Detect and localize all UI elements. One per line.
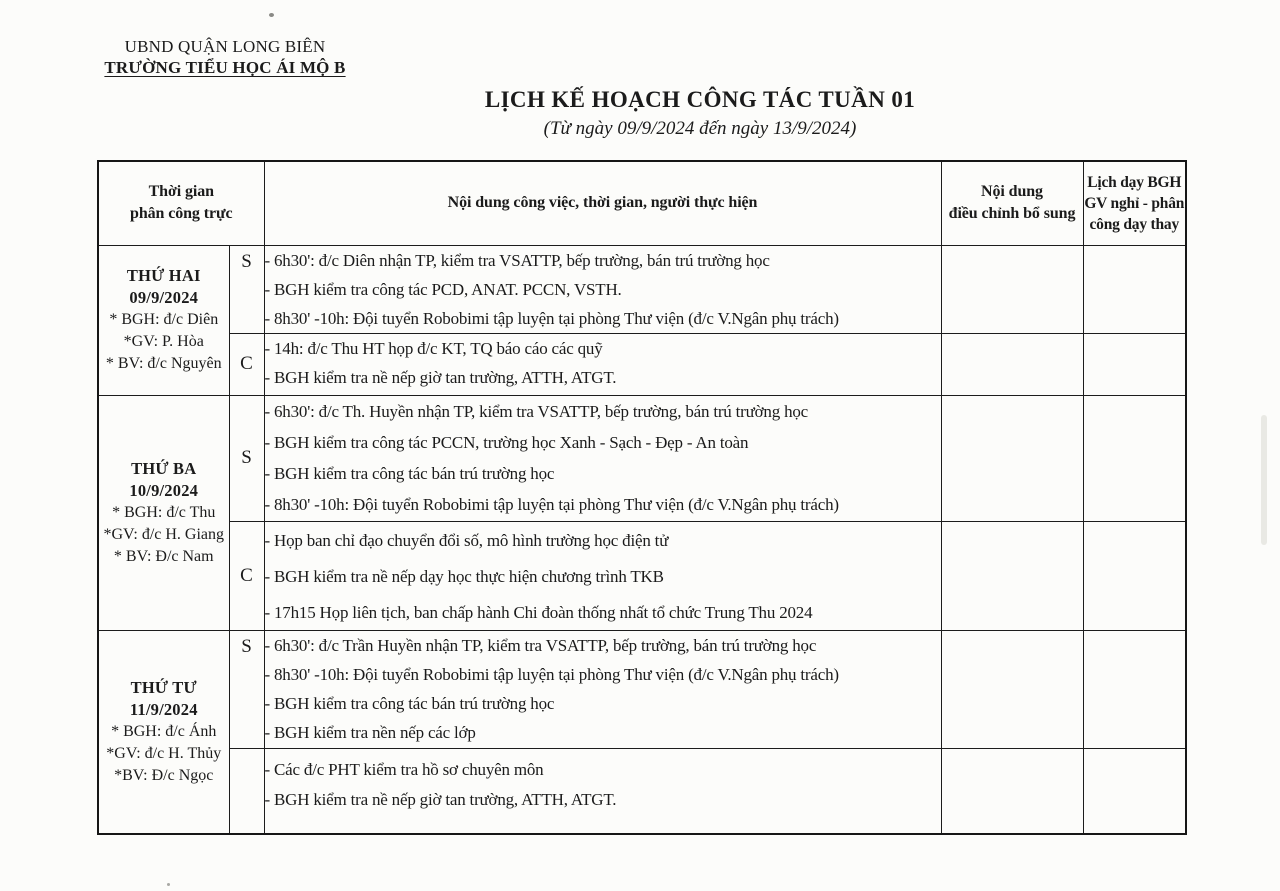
adjust-cell-empty (941, 333, 1083, 395)
title-block (120, 86, 1280, 141)
task-line: - BGH kiểm tra nề nếp giờ tan trường, ATTH, ATGT. (264, 789, 617, 809)
teach-cell-empty (1083, 245, 1186, 333)
task-line: - 8h30' -10h: Đội tuyển Robobimi tập luyện tại phòng Thư viện (đ/c V.Ngân phụ trách) (264, 664, 839, 684)
document-title: LỊCH KẾ HOẠCH CÔNG TÁC TUẦN 01 (484, 87, 916, 112)
day-name: THỨ HAI (126, 266, 201, 285)
staff-bv: * BV: đ/c Nguyên (105, 355, 222, 372)
task-line: - 8h30' -10h: Đội tuyển Robobimi tập luyện tại phòng Thư viện (đ/c V.Ngân phụ trách) (264, 494, 839, 514)
teach-cell-empty (1083, 630, 1186, 748)
day-cell-monday (98, 245, 229, 395)
tasks-monday-morning (264, 245, 941, 333)
staff-gv: *GV: đ/c H. Thủy (106, 744, 222, 762)
tasks-tuesday-morning (264, 395, 941, 521)
staff-bv: *BV: Đ/c Ngọc (114, 766, 214, 784)
school-name: TRƯỜNG TIỂU HỌC ÁI MỘ B (104, 58, 346, 77)
session-label-morning: S (229, 245, 264, 333)
staff-bv: * BV: Đ/c Nam (113, 547, 214, 565)
row-tuesday-afternoon (98, 521, 1186, 630)
day-name: THỨ TƯ (130, 677, 197, 697)
task-line: - 17h15 Họp liên tịch, ban chấp hành Chi đoàn thống nhất tổ chức Trung Thu 2024 (264, 602, 813, 622)
task-line: - BGH kiểm tra công tác PCD, ANAT. PCCN, VSTH. (264, 279, 622, 299)
table-header-row (98, 161, 1186, 245)
session-label-morning: S (229, 395, 264, 521)
task-line: - 6h30': đ/c Th. Huyền nhận TP, kiểm tra VSATTP, bếp trường, bán trú trường học (264, 401, 809, 421)
scan-speck (269, 13, 274, 17)
row-monday-morning (98, 245, 1186, 333)
adjust-cell-empty (941, 395, 1083, 521)
adjust-cell-empty (941, 748, 1083, 834)
adjust-cell-empty (941, 521, 1083, 630)
session-label-afternoon: C (229, 521, 264, 630)
task-line: - BGH kiểm tra công tác bán trú trường học (264, 693, 555, 713)
task-line: - BGH kiểm tra nề nếp dạy học thực hiện chương trình TKB (264, 566, 664, 586)
adjust-cell-empty (941, 245, 1083, 333)
staff-bgh: * BGH: đ/c Diên (109, 311, 219, 328)
scan-speck (167, 883, 170, 886)
row-monday-afternoon (98, 333, 1186, 395)
day-name: THỨ BA (131, 458, 197, 478)
row-tuesday-morning (98, 395, 1186, 521)
task-line: - BGH kiểm tra công tác PCCN, trường học Xanh - Sạch - Đẹp - An toàn (264, 432, 749, 452)
staff-gv: *GV: đ/c H. Giang (103, 525, 225, 543)
scan-edge-artifact (1261, 415, 1267, 545)
task-line: - 6h30': đ/c Trần Huyền nhận TP, kiểm tra VSATTP, bếp trường, bán trú trường học (264, 635, 817, 655)
document-subtitle: (Từ ngày 09/9/2024 đến ngày 13/9/2024) (543, 118, 857, 139)
header-time-col: Thời gian phân công trực (98, 161, 264, 245)
header-adjust-col: Nội dung điều chỉnh bổ sung (941, 161, 1083, 245)
header-teach-col: Lịch dạy BGH GV nghỉ - phân công dạy thay (1083, 161, 1186, 245)
task-line: - 6h30': đ/c Diên nhận TP, kiểm tra VSATTP, bếp trường, bán trú trường học (264, 250, 770, 270)
session-label-afternoon (229, 748, 264, 834)
teach-cell-empty (1083, 395, 1186, 521)
tasks-wednesday-morning (264, 630, 941, 748)
teach-cell-empty (1083, 521, 1186, 630)
task-line: - BGH kiểm tra công tác bán trú trường học (264, 463, 555, 483)
letterhead (100, 36, 350, 78)
task-line: - BGH kiểm tra nề nếp giờ tan trường, ATTH, ATGT. (264, 367, 617, 387)
staff-bgh: * BGH: đ/c Ánh (111, 722, 217, 740)
row-wednesday-afternoon (98, 748, 1186, 834)
task-line: - Họp ban chỉ đạo chuyển đổi số, mô hình trường học điện tử (264, 530, 669, 550)
org-name: UBND QUẬN LONG BIÊN (124, 37, 326, 56)
adjust-cell-empty (941, 630, 1083, 748)
day-date: 10/9/2024 (129, 480, 199, 500)
teach-cell-empty (1083, 748, 1186, 834)
task-line: - BGH kiểm tra nền nếp các lớp (264, 722, 476, 742)
tasks-wednesday-afternoon (264, 748, 941, 834)
row-wednesday-morning (98, 630, 1186, 748)
schedule-table (97, 160, 1187, 835)
staff-bgh: * BGH: đ/c Thu (112, 503, 216, 521)
session-label-morning: S (229, 630, 264, 748)
tasks-tuesday-afternoon (264, 521, 941, 630)
day-cell-tuesday (98, 395, 229, 630)
day-cell-wednesday (98, 630, 229, 834)
task-line: - 8h30' -10h: Đội tuyển Robobimi tập luyện tại phòng Thư viện (đ/c V.Ngân phụ trách) (264, 308, 839, 328)
day-date: 11/9/2024 (129, 699, 198, 719)
teach-cell-empty (1083, 333, 1186, 395)
day-date: 09/9/2024 (129, 288, 199, 307)
task-line: - Các đ/c PHT kiểm tra hồ sơ chuyên môn (264, 759, 544, 779)
tasks-monday-afternoon (264, 333, 941, 395)
task-line: - 14h: đ/c Thu HT họp đ/c KT, TQ báo cáo các quỹ (264, 338, 603, 358)
session-label-afternoon: C (229, 333, 264, 395)
staff-gv: *GV: P. Hòa (123, 333, 204, 350)
header-content-col: Nội dung công việc, thời gian, người thực hiện (264, 161, 941, 245)
